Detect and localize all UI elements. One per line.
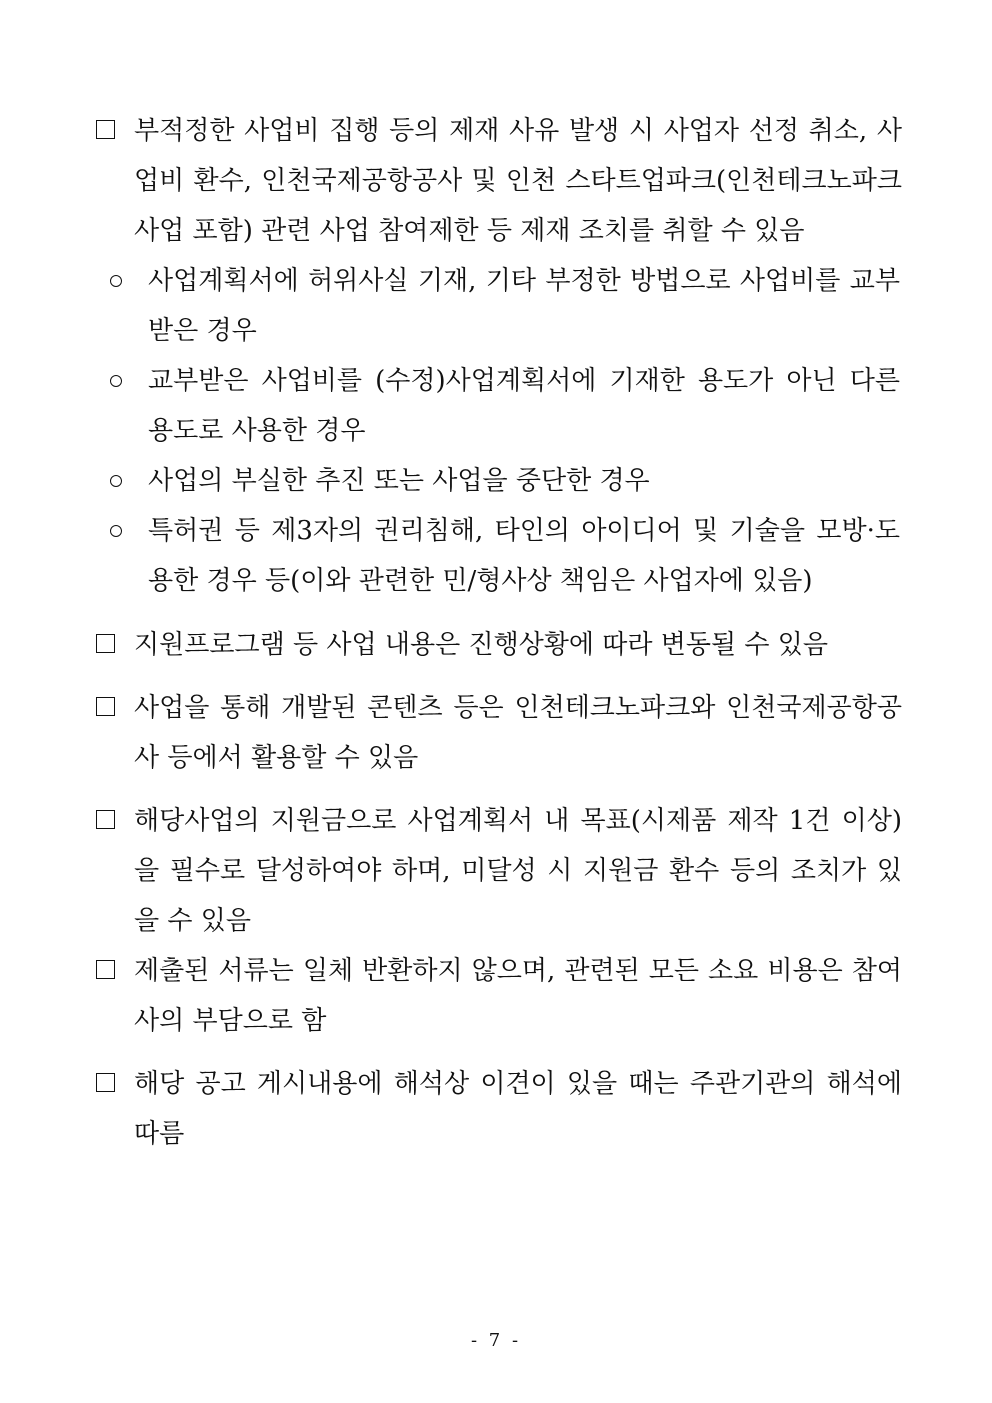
sub-item — [110, 456, 900, 506]
notice-text: 사업을 통해 개발된 콘텐츠 등은 인천테크노파크와 인천국제공항공사 등에서 활용할 수 있음 — [134, 693, 902, 773]
sub-item-text: 특허권 등 제3자의 권리침해, 타인의 아이디어 및 기술을 모방·도용한 경우 등(이와 관련한 민/형사상 책임은 사업자에 있음) — [148, 516, 900, 596]
notice-item — [96, 1059, 902, 1159]
circle-bullet-icon — [110, 475, 122, 487]
checkbox-square-icon — [96, 810, 115, 829]
notice-item — [96, 796, 902, 946]
sub-item-text: 사업의 부실한 추진 또는 사업을 중단한 경우 — [148, 466, 650, 496]
notice-item — [96, 683, 902, 783]
notice-text: 제출된 서류는 일체 반환하지 않으며, 관련된 모든 소요 비용은 참여사의 부담으로 함 — [134, 956, 902, 1036]
checkbox-square-icon — [96, 1073, 115, 1092]
sub-item — [110, 256, 900, 356]
circle-bullet-icon — [110, 275, 122, 287]
checkbox-square-icon — [96, 697, 115, 716]
circle-bullet-icon — [110, 525, 122, 537]
circle-bullet-icon — [110, 375, 122, 387]
checkbox-square-icon — [96, 634, 115, 653]
notice-text: 지원프로그램 등 사업 내용은 진행상황에 따라 변동될 수 있음 — [134, 630, 829, 660]
notice-text: 부적정한 사업비 집행 등의 제재 사유 발생 시 사업자 선정 취소, 사업비 환수, 인천국제공항공사 및 인천 스타트업파크(인천테크노파크 사업 포함) 관련 사업 참여제한 등 제재 조치를 취할 수 있음 — [134, 116, 902, 246]
notice-text: 해당사업의 지원금으로 사업계획서 내 목표(시제품 제작 1건 이상)을 필수로 달성하여야 하며, 미달성 시 지원금 환수 등의 조치가 있을 수 있음 — [134, 806, 902, 936]
page-number: - 7 - — [470, 1330, 522, 1351]
notice-item — [96, 106, 902, 256]
sub-item — [110, 356, 900, 456]
checkbox-square-icon — [96, 120, 115, 139]
sub-item-text: 교부받은 사업비를 (수정)사업계획서에 기재한 용도가 아닌 다른 용도로 사용한 경우 — [148, 366, 900, 446]
checkbox-square-icon — [96, 960, 115, 979]
notice-item — [96, 620, 902, 670]
notice-item — [96, 946, 902, 1046]
notice-text: 해당 공고 게시내용에 해석상 이견이 있을 때는 주관기관의 해석에 따름 — [134, 1069, 902, 1149]
sub-item-text: 사업계획서에 허위사실 기재, 기타 부정한 방법으로 사업비를 교부받은 경우 — [148, 266, 900, 346]
sub-item — [110, 506, 900, 606]
